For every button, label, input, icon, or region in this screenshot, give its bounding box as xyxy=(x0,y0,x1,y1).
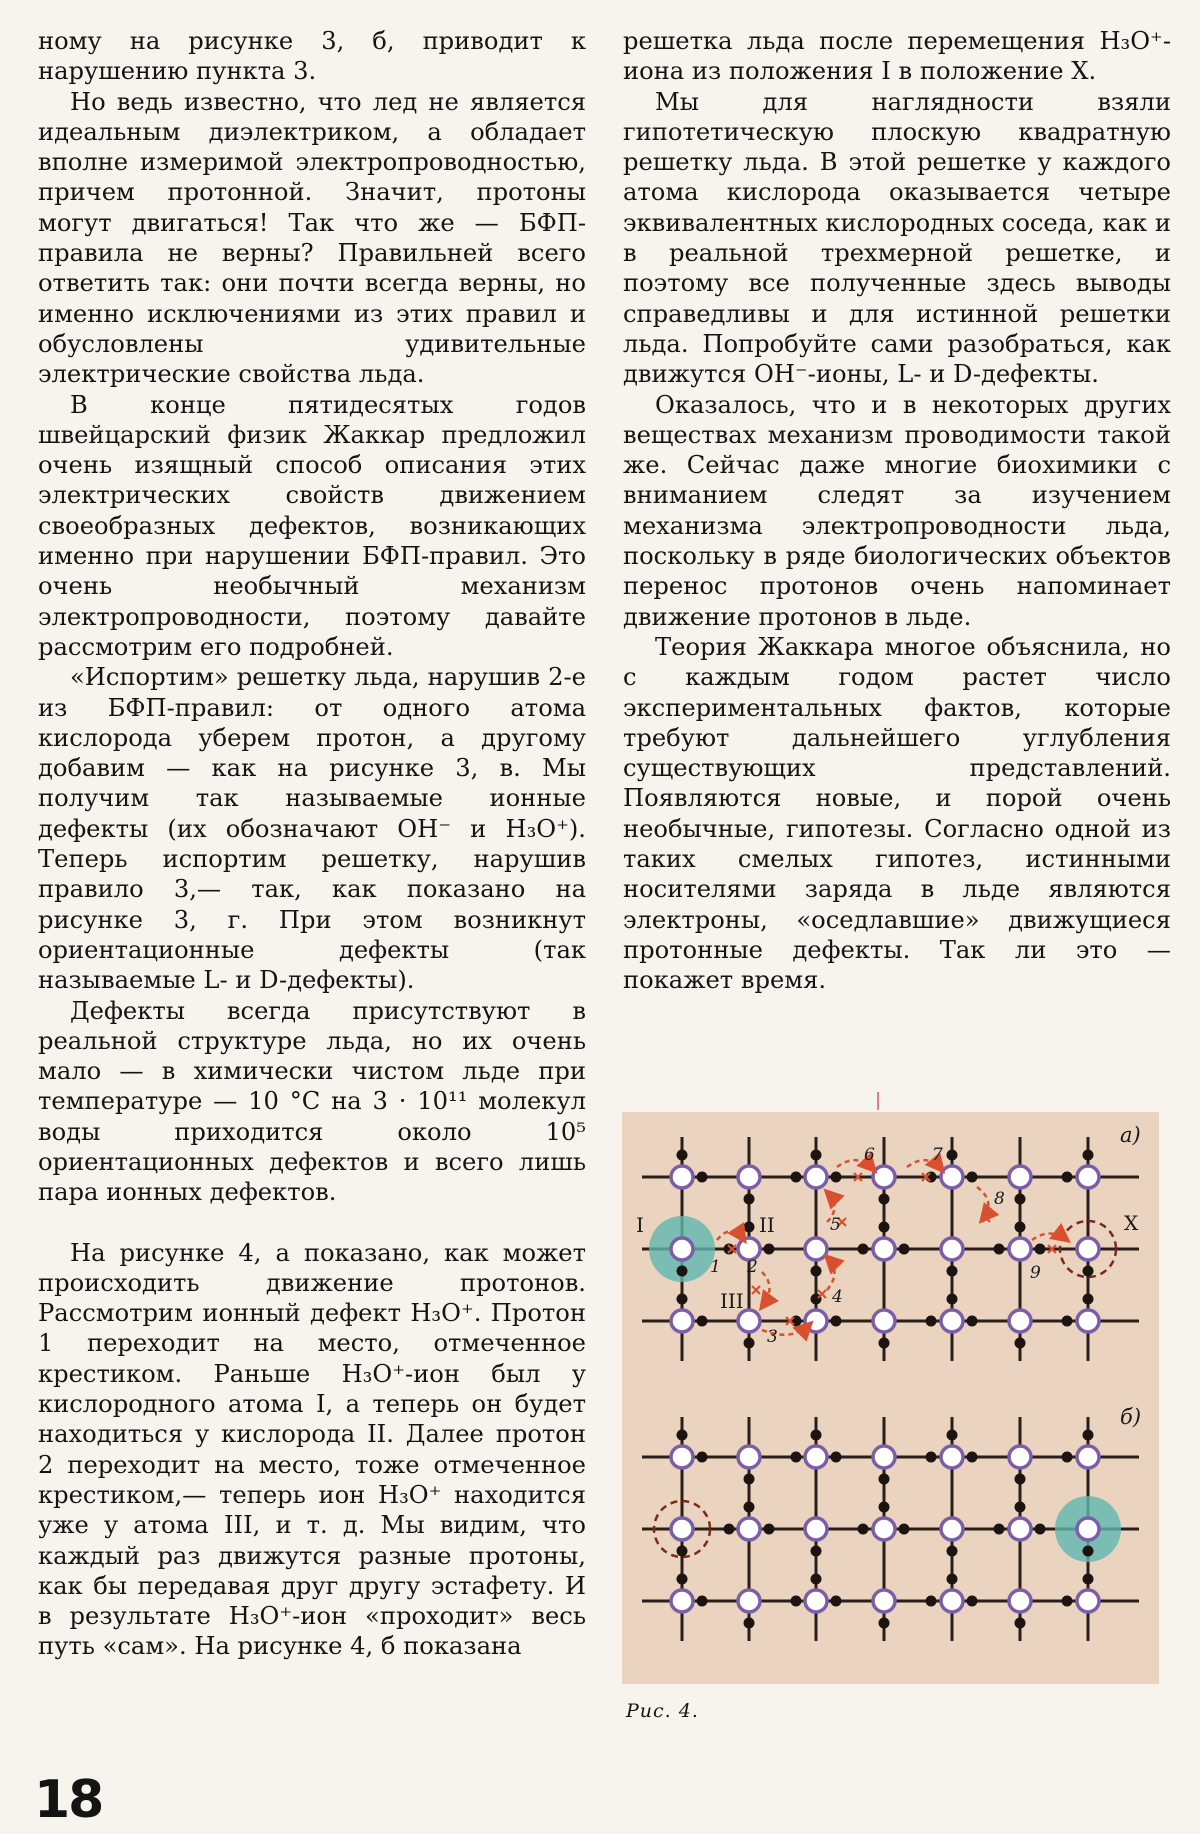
paragraph: В конце пятидесятых годов швейцарский физик Жаккар предложил очень изящный способ описания этих электрических свойств движением своеобразных дефектов, возникающих именно при нарушении БФП-правил. Это очень необычный механизм электропроводности, поэтому давайте рассмотрим его подробней. xyxy=(38,390,586,661)
proton xyxy=(811,1266,822,1277)
proton-number-8: 8 xyxy=(994,1189,1005,1209)
oxygen-atom xyxy=(1077,1166,1099,1188)
oxygen-atom xyxy=(941,1238,963,1260)
proton xyxy=(677,1546,688,1557)
panel-b-lattice xyxy=(642,1417,1139,1641)
paragraph: Мы для наглядности взяли гипотетическую плоскую квадратную решетку льда. В этой решетке у каждого атома кислорода оказывается четыре эквивалентных кислородных соседа, как и в реальной трехмерной решетке, и поэтому все полученные здесь выводы справедливы и для истинной решетки льда. Попробуйте сами разобраться, как движутся OH⁻-ионы, L- и D-дефекты. xyxy=(623,87,1171,389)
oxygen-atom xyxy=(941,1518,963,1540)
oxygen-atom xyxy=(671,1590,693,1612)
proton xyxy=(1062,1596,1073,1607)
proton xyxy=(744,1222,755,1233)
proton xyxy=(1015,1338,1026,1349)
proton xyxy=(1015,1194,1026,1205)
proton-number-7: 7 xyxy=(932,1145,943,1165)
proton xyxy=(1062,1452,1073,1463)
oxygen-atom xyxy=(671,1446,693,1468)
oxygen-atom xyxy=(1009,1590,1031,1612)
proton xyxy=(1083,1150,1094,1161)
proton xyxy=(899,1244,910,1255)
oxygen-atom xyxy=(873,1518,895,1540)
proton xyxy=(879,1618,890,1629)
proton xyxy=(858,1244,869,1255)
oxygen-atom xyxy=(1009,1518,1031,1540)
figure-caption: Рис. 4. xyxy=(626,1700,699,1722)
oxygen-atom xyxy=(1077,1446,1099,1468)
oxygen-atom xyxy=(941,1310,963,1332)
oxygen-atom xyxy=(873,1310,895,1332)
oxygen-atom xyxy=(1009,1166,1031,1188)
oxygen-atom xyxy=(941,1166,963,1188)
proton xyxy=(811,1546,822,1557)
proton xyxy=(791,1172,802,1183)
proton-hop-arrow xyxy=(827,1257,835,1290)
proton xyxy=(879,1474,890,1485)
oxygen-atom xyxy=(738,1166,760,1188)
proton xyxy=(1083,1546,1094,1557)
proton xyxy=(697,1452,708,1463)
oxygen-atom xyxy=(873,1166,895,1188)
proton xyxy=(677,1294,688,1305)
proton xyxy=(994,1244,1005,1255)
oxygen-atom xyxy=(671,1166,693,1188)
proton xyxy=(879,1222,890,1233)
proton xyxy=(764,1524,775,1535)
panel-b-label: б) xyxy=(1120,1405,1142,1429)
atom-label-X: X xyxy=(1124,1211,1139,1235)
proton xyxy=(811,1150,822,1161)
proton-number-3: 3 xyxy=(767,1327,778,1347)
proton xyxy=(724,1524,735,1535)
oxygen-atom xyxy=(805,1238,827,1260)
right-column xyxy=(623,26,1171,996)
paragraph: Оказалось, что и в некоторых других веществах механизм проводимости такой же. Сейчас даже многие биохимики с вниманием следят за изучением механизма электропроводности льда, поскольку в ряде биологических объектов перенос протонов очень напоминает движение протонов в льде. xyxy=(623,390,1171,631)
atom-label-III: III xyxy=(720,1289,744,1313)
proton xyxy=(744,1502,755,1513)
proton xyxy=(811,1574,822,1585)
proton xyxy=(677,1266,688,1277)
proton xyxy=(1083,1430,1094,1441)
oxygen-atom xyxy=(1077,1310,1099,1332)
oxygen-atom xyxy=(873,1238,895,1260)
target-cross xyxy=(818,1290,826,1298)
proton xyxy=(791,1316,802,1327)
proton xyxy=(879,1502,890,1513)
proton-number-2: 2 xyxy=(747,1257,758,1277)
proton xyxy=(697,1172,708,1183)
proton xyxy=(899,1524,910,1535)
proton xyxy=(947,1266,958,1277)
atom-label-II: II xyxy=(759,1213,775,1237)
proton xyxy=(947,1430,958,1441)
proton-number-5: 5 xyxy=(830,1215,841,1235)
proton xyxy=(697,1596,708,1607)
oxygen-atom xyxy=(805,1446,827,1468)
proton xyxy=(791,1452,802,1463)
proton xyxy=(1062,1316,1073,1327)
proton xyxy=(1083,1266,1094,1277)
page-number: 18 xyxy=(34,1770,103,1830)
proton-hop-arrow xyxy=(717,1231,744,1240)
proton xyxy=(926,1452,937,1463)
proton xyxy=(831,1172,842,1183)
proton xyxy=(994,1524,1005,1535)
proton xyxy=(947,1574,958,1585)
proton-number-9: 9 xyxy=(1030,1263,1041,1283)
proton xyxy=(879,1338,890,1349)
proton xyxy=(926,1316,937,1327)
proton xyxy=(879,1194,890,1205)
proton xyxy=(947,1294,958,1305)
proton xyxy=(967,1596,978,1607)
oxygen-atom xyxy=(1009,1310,1031,1332)
proton xyxy=(1083,1574,1094,1585)
paragraph: ному на рисунке 3, б, приводит к нарушению пункта 3. xyxy=(38,27,586,86)
oxygen-atom xyxy=(805,1518,827,1540)
oxygen-atom xyxy=(941,1446,963,1468)
proton xyxy=(744,1194,755,1205)
proton-number-4: 4 xyxy=(832,1287,843,1307)
proton xyxy=(831,1596,842,1607)
paragraph: Но ведь известно, что лед не является идеальным диэлектриком, а обладает вполне измеримой электропроводностью, причем протонной. Значит, протоны могут двигаться! Так что же — БФП-правила не верны? Правильней всего ответить так: они почти всегда верны, но именно исключениями из этих правил и обусловлены удивительные электрические свойства льда. xyxy=(38,87,586,389)
left-column xyxy=(38,26,586,1662)
oxygen-atom xyxy=(1009,1238,1031,1260)
proton xyxy=(677,1574,688,1585)
printing-mark xyxy=(877,1092,879,1110)
target-cross xyxy=(752,1286,760,1294)
proton xyxy=(967,1172,978,1183)
proton xyxy=(697,1316,708,1327)
oxygen-atom xyxy=(805,1166,827,1188)
panel-a-label: а) xyxy=(1120,1123,1141,1147)
paragraph: На рисунке 4, а показано, как может происходить движение протонов. Рассмотрим ионный дефект H₃O⁺. Протон 1 переходит на место, отмеченное крестиком. Раньше H₃O⁺-ион был у кислородного атома I, а теперь он будет находиться у кислорода II. Далее протон 2 переходит на место, тоже отмеченное крестиком,— теперь ион H₃O⁺ находится уже у атома III, и т. д. Мы видим, что каждый раз движутся разные протоны, как бы передавая друг другу эстафету. И в результате H₃O⁺-ион «проходит» весь путь «сам». На рисунке 4, б показана xyxy=(38,1238,586,1661)
proton xyxy=(1035,1244,1046,1255)
oxygen-atom xyxy=(738,1590,760,1612)
proton xyxy=(791,1596,802,1607)
oxygen-atom xyxy=(873,1590,895,1612)
proton xyxy=(744,1338,755,1349)
proton-hop-arrow xyxy=(762,1272,770,1307)
proton xyxy=(831,1316,842,1327)
proton xyxy=(926,1596,937,1607)
proton xyxy=(947,1150,958,1161)
lattice-diagram xyxy=(622,1112,1159,1684)
oxygen-atom xyxy=(738,1310,760,1332)
proton xyxy=(947,1546,958,1557)
panel-a-lattice xyxy=(642,1137,1139,1361)
proton xyxy=(677,1150,688,1161)
proton xyxy=(1015,1474,1026,1485)
oxygen-atom xyxy=(671,1518,693,1540)
oxygen-atom xyxy=(805,1590,827,1612)
proton xyxy=(744,1474,755,1485)
atom-label-I: I xyxy=(636,1213,644,1237)
oxygen-atom xyxy=(873,1446,895,1468)
oxygen-atom xyxy=(1077,1590,1099,1612)
proton xyxy=(1015,1502,1026,1513)
proton-number-1: 1 xyxy=(710,1257,721,1277)
proton xyxy=(1015,1618,1026,1629)
proton xyxy=(1062,1172,1073,1183)
oxygen-atom xyxy=(738,1446,760,1468)
oxygen-atom xyxy=(805,1310,827,1332)
oxygen-atom xyxy=(1009,1446,1031,1468)
proton xyxy=(744,1618,755,1629)
proton xyxy=(764,1244,775,1255)
oxygen-atom xyxy=(671,1310,693,1332)
proton-number-6: 6 xyxy=(864,1145,875,1165)
paragraph: Теория Жаккара многое объяснила, но с каждым годом растет число экспериментальных фактов, которые требуют дальнейшего углубления существующих представлений. Появляются новые, и порой очень необычные, гипотезы. Согласно одной из таких смелых гипотез, истинными носителями заряда в льде являются электроны, «оседлавшие» движущиеся протонные дефекты. Так ли это — покажет время. xyxy=(623,632,1171,995)
proton xyxy=(858,1524,869,1535)
oxygen-atom xyxy=(671,1238,693,1260)
oxygen-atom xyxy=(738,1518,760,1540)
paragraph: решетка льда после перемещения H₃O⁺-иона из положения I в положение X. xyxy=(623,27,1171,86)
proton xyxy=(677,1430,688,1441)
paragraph: «Испортим» решетку льда, нарушив 2-е из БФП-правил: от одного атома кислорода уберем протон, а другому добавим — как на рисунке 3, в. Мы получим так называемые ионные дефекты (их обозначают OH⁻ и H₃O⁺). Теперь испортим решетку, нарушив правило 3,— так, как показано на рисунке 3, г. При этом возникнут ориентационные дефекты (так называемые L- и D-дефекты). xyxy=(38,663,586,995)
oxygen-atom xyxy=(941,1590,963,1612)
proton xyxy=(967,1316,978,1327)
oxygen-atom xyxy=(1077,1518,1099,1540)
proton xyxy=(1083,1294,1094,1305)
proton xyxy=(831,1452,842,1463)
proton xyxy=(1015,1222,1026,1233)
oxygen-atom xyxy=(1077,1238,1099,1260)
figure-ice-lattice xyxy=(622,1112,1159,1684)
paragraph: Дефекты всегда присутствуют в реальной структуре льда, но их очень мало — в химически чистом льде при температуре — 10 °C на 3 · 10¹¹ молекул воды приходится около 10⁵ ориентационных дефектов и всего лишь пара ионных дефектов. xyxy=(38,996,586,1207)
proton xyxy=(1035,1524,1046,1535)
proton xyxy=(811,1430,822,1441)
proton xyxy=(967,1452,978,1463)
